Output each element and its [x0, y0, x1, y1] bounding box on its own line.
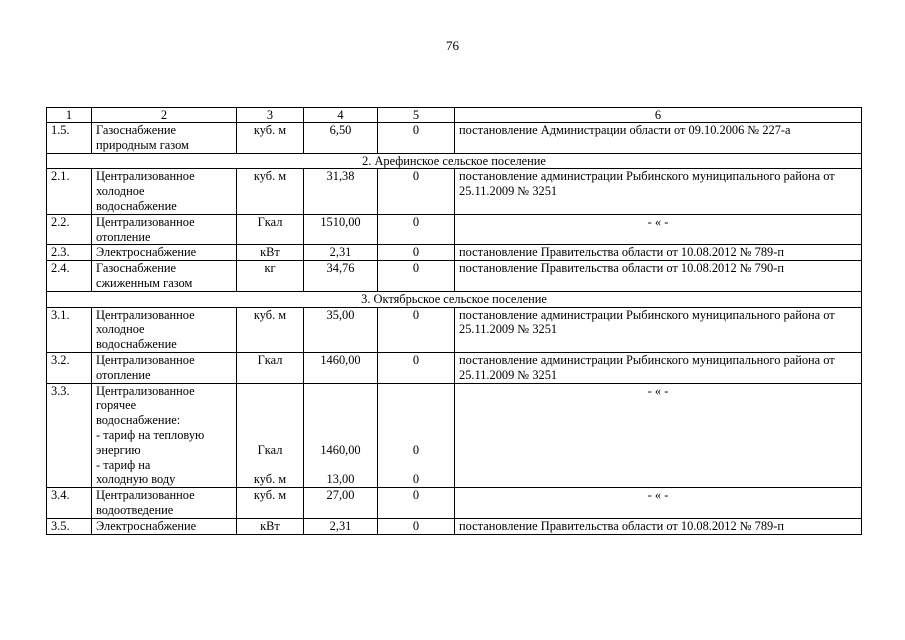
- service-name: Газоснабжение природным газом: [92, 123, 237, 154]
- column-5-value: 0: [378, 214, 455, 245]
- row-number: 3.4.: [47, 488, 92, 519]
- column-5-value: 0: [378, 352, 455, 383]
- table-row: [47, 352, 862, 383]
- tariff-value: 1460,00: [304, 352, 378, 383]
- legal-basis: - « -: [455, 383, 862, 488]
- unit: куб. м: [237, 488, 304, 519]
- unit: Гкал куб. м: [237, 383, 304, 488]
- table-row: [47, 518, 862, 534]
- service-name: Централизованное отопление: [92, 352, 237, 383]
- tariff-table: [46, 107, 862, 535]
- legal-basis: - « -: [455, 214, 862, 245]
- tariff-value: 2,31: [304, 245, 378, 261]
- table-row: [47, 488, 862, 519]
- page-number: 76: [446, 38, 459, 53]
- column-5-value: 0 0: [378, 383, 455, 488]
- section-row: [47, 291, 862, 307]
- row-number: 2.2.: [47, 214, 92, 245]
- row-number: 3.1.: [47, 307, 92, 352]
- tariff-value: 6,50: [304, 123, 378, 154]
- column-5-value: 0: [378, 245, 455, 261]
- row-number: 2.4.: [47, 261, 92, 292]
- section-title: 3. Октябрьское сельское поселение: [47, 291, 862, 307]
- column-header: 2: [92, 108, 237, 123]
- tariff-value: 31,38: [304, 169, 378, 214]
- tariff-value: 35,00: [304, 307, 378, 352]
- table-row: [47, 261, 862, 292]
- table-row: [47, 214, 862, 245]
- unit: кВт: [237, 245, 304, 261]
- column-5-value: 0: [378, 518, 455, 534]
- row-number: 3.2.: [47, 352, 92, 383]
- table-row: [47, 307, 862, 352]
- service-name: Централизованное холодное водоснабжение: [92, 169, 237, 214]
- column-5-value: 0: [378, 123, 455, 154]
- legal-basis: постановление Администрации области от 09.10.2006 № 227-а: [455, 123, 862, 154]
- service-name: Централизованное горячее водоснабжение: - тариф на тепловую энергию - тариф на холодную воду: [92, 383, 237, 488]
- unit: Гкал: [237, 214, 304, 245]
- unit: куб. м: [237, 169, 304, 214]
- row-number: 1.5.: [47, 123, 92, 154]
- table-row: [47, 123, 862, 154]
- legal-basis: постановление Правительства области от 10.08.2012 № 790-п: [455, 261, 862, 292]
- column-5-value: 0: [378, 488, 455, 519]
- column-5-value: 0: [378, 307, 455, 352]
- table-row: [47, 383, 862, 488]
- legal-basis: - « -: [455, 488, 862, 519]
- service-name: Централизованное отопление: [92, 214, 237, 245]
- service-name: Электроснабжение: [92, 518, 237, 534]
- tariff-value: 1460,00 13,00: [304, 383, 378, 488]
- table-row: [47, 169, 862, 214]
- unit: куб. м: [237, 307, 304, 352]
- table-row: [47, 245, 862, 261]
- column-5-value: 0: [378, 261, 455, 292]
- column-header: 4: [304, 108, 378, 123]
- tariff-value: 27,00: [304, 488, 378, 519]
- row-number: 2.1.: [47, 169, 92, 214]
- column-header: 3: [237, 108, 304, 123]
- service-name: Электроснабжение: [92, 245, 237, 261]
- service-name: Газоснабжение сжиженным газом: [92, 261, 237, 292]
- tariff-value: 34,76: [304, 261, 378, 292]
- row-number: 2.3.: [47, 245, 92, 261]
- unit: Гкал: [237, 352, 304, 383]
- header-row: [47, 108, 862, 123]
- unit: кг: [237, 261, 304, 292]
- row-number: 3.3.: [47, 383, 92, 488]
- unit: куб. м: [237, 123, 304, 154]
- column-header: 1: [47, 108, 92, 123]
- service-name: Централизованное водоотведение: [92, 488, 237, 519]
- section-row: [47, 153, 862, 169]
- unit: кВт: [237, 518, 304, 534]
- legal-basis: постановление администрации Рыбинского муниципального района от 25.11.2009 № 3251: [455, 352, 862, 383]
- tariff-value: 2,31: [304, 518, 378, 534]
- legal-basis: постановление администрации Рыбинского муниципального района от 25.11.2009 № 3251: [455, 307, 862, 352]
- tariff-value: 1510,00: [304, 214, 378, 245]
- column-header: 6: [455, 108, 862, 123]
- section-title: 2. Арефинское сельское поселение: [47, 153, 862, 169]
- row-number: 3.5.: [47, 518, 92, 534]
- column-header: 5: [378, 108, 455, 123]
- service-name: Централизованное холодное водоснабжение: [92, 307, 237, 352]
- legal-basis: постановление Правительства области от 10.08.2012 № 789-п: [455, 518, 862, 534]
- legal-basis: постановление Правительства области от 10.08.2012 № 789-п: [455, 245, 862, 261]
- legal-basis: постановление администрации Рыбинского муниципального района от 25.11.2009 № 3251: [455, 169, 862, 214]
- column-5-value: 0: [378, 169, 455, 214]
